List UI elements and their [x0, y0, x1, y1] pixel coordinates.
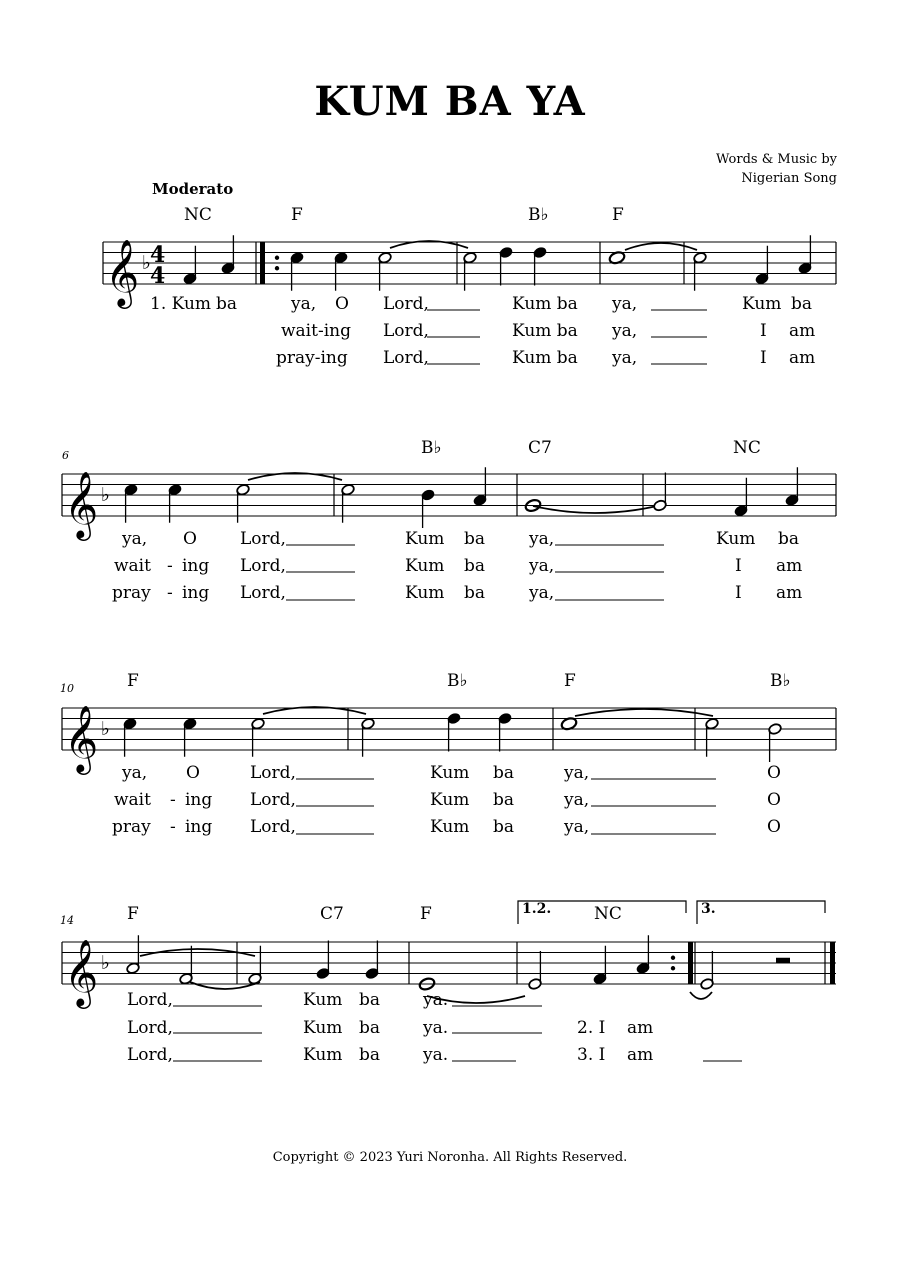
lyric: ya.	[423, 990, 449, 1010]
tie-slur	[190, 982, 260, 989]
volta-label: 1.2.	[522, 901, 552, 917]
lyric: ba	[464, 583, 486, 603]
lyric: Kum	[303, 1045, 343, 1065]
flat-key-signature: ♭	[101, 952, 110, 974]
thick-barline	[830, 942, 835, 984]
lyric: ya.	[423, 1018, 449, 1038]
lyric: ya,	[529, 583, 555, 603]
chord-symbol: F	[291, 205, 303, 225]
lyric: Lord,	[127, 1045, 173, 1065]
lyric: 3. I	[577, 1045, 606, 1065]
lyric: -	[167, 556, 173, 576]
lyric: Lord,	[127, 990, 173, 1010]
thick-barline	[688, 942, 693, 984]
chord-symbol: F	[127, 904, 139, 924]
chord-symbol: B♭	[421, 438, 442, 458]
tie-slur	[625, 243, 697, 250]
repeat-dot	[275, 256, 279, 260]
lyric: 1. Kum	[150, 294, 212, 314]
lyric: ya,	[612, 348, 638, 368]
lyric: Kum	[742, 294, 782, 314]
lyric: pray	[112, 817, 151, 837]
chord-symbol: NC	[594, 904, 622, 924]
lyric: ing	[185, 817, 213, 837]
treble-clef: 𝄞	[64, 470, 99, 538]
lyric: O	[183, 529, 197, 549]
chord-symbol: F	[420, 904, 432, 924]
lyric: ya,	[529, 556, 555, 576]
lyric: ba	[216, 294, 238, 314]
lyric: ya,	[122, 763, 148, 783]
flat-key-signature: ♭	[101, 484, 110, 506]
lyric: Kum	[430, 790, 470, 810]
lyric: -	[170, 817, 176, 837]
lyric: pray	[112, 583, 151, 603]
lyric: ba	[791, 294, 813, 314]
lyric: Kum ba	[512, 348, 578, 368]
flat-key-signature: ♭	[101, 718, 110, 740]
lyric: Kum ba	[512, 294, 578, 314]
lyric: Lord,	[240, 529, 286, 549]
lyric: 2. I	[577, 1018, 606, 1038]
measure-number: 10	[60, 682, 74, 695]
lyric: Lord,	[240, 556, 286, 576]
song-title: KUM BA YA	[314, 78, 586, 125]
lyric: O	[186, 763, 200, 783]
lyric: ba	[493, 790, 515, 810]
lyric: Lord,	[383, 294, 429, 314]
lyric: O	[335, 294, 349, 314]
lyric: am	[789, 348, 816, 368]
lyric: Lord,	[240, 583, 286, 603]
lyric: O	[767, 817, 781, 837]
chord-symbol: C7	[528, 438, 552, 458]
repeat-dot	[671, 956, 675, 960]
lyric: Lord,	[383, 321, 429, 341]
lyric: I	[735, 583, 742, 603]
lyric: ya,	[291, 294, 317, 314]
lyric: O	[767, 790, 781, 810]
lyric: Lord,	[250, 763, 296, 783]
lyric: am	[776, 583, 803, 603]
flat-key-signature: ♭	[142, 252, 151, 274]
lyric: ya,	[612, 321, 638, 341]
thick-barline	[260, 242, 265, 284]
lyric: Kum	[303, 990, 343, 1010]
lyric: ba	[493, 763, 515, 783]
repeat-dot	[275, 266, 279, 270]
chord-symbol: NC	[184, 205, 212, 225]
chord-symbol: F	[127, 671, 139, 691]
time-signature-top: 4	[150, 242, 166, 268]
lyric: pray-ing	[276, 348, 348, 368]
lyric: am	[627, 1045, 654, 1065]
lyric: ya,	[564, 817, 590, 837]
lyric: ing	[182, 583, 210, 603]
lyric: wait	[114, 790, 151, 810]
chord-symbol: F	[564, 671, 576, 691]
tempo-marking: Moderato	[152, 180, 234, 198]
lyric: Kum	[716, 529, 756, 549]
lyric: Kum	[430, 817, 470, 837]
lyric: Kum	[303, 1018, 343, 1038]
lyric: Kum	[405, 529, 445, 549]
treble-clef: 𝄞	[64, 704, 99, 772]
treble-clef: 𝄞	[64, 938, 99, 1006]
lyric: Lord,	[383, 348, 429, 368]
lyric: -	[167, 583, 173, 603]
lyric: ba	[778, 529, 800, 549]
lyric: Lord,	[250, 790, 296, 810]
volta-bracket	[697, 901, 825, 924]
time-signature-bottom: 4	[150, 263, 166, 289]
lyric: ya,	[612, 294, 638, 314]
measure-number: 6	[62, 449, 69, 462]
volta-label: 3.	[701, 901, 716, 917]
lyric: Kum	[430, 763, 470, 783]
lyric: ya,	[529, 529, 555, 549]
lyric: O	[767, 763, 781, 783]
lyric: am	[789, 321, 816, 341]
lyric: am	[776, 556, 803, 576]
lyric: ing	[182, 556, 210, 576]
lyric: Lord,	[127, 1018, 173, 1038]
treble-clef: 𝄞	[105, 238, 140, 306]
lyric: wait-ing	[281, 321, 351, 341]
lyric: ba	[359, 1018, 381, 1038]
lyric: ba	[464, 556, 486, 576]
lyric: I	[760, 321, 767, 341]
chord-symbol: NC	[733, 438, 761, 458]
lyric: I	[735, 556, 742, 576]
lyric: ya.	[423, 1045, 449, 1065]
lyric: am	[627, 1018, 654, 1038]
lyric: ba	[493, 817, 515, 837]
lyric: ing	[185, 790, 213, 810]
chord-symbol: F	[612, 205, 624, 225]
lyric: Lord,	[250, 817, 296, 837]
lyric: wait	[114, 556, 151, 576]
credit-line-1: Words & Music by	[716, 152, 837, 167]
chord-symbol: B♭	[528, 205, 549, 225]
chord-symbol: B♭	[770, 671, 791, 691]
tie-slur	[690, 992, 712, 999]
tie-slur	[575, 709, 713, 716]
lyric: ya,	[564, 790, 590, 810]
half-rest	[776, 958, 790, 963]
lyric: Kum	[405, 583, 445, 603]
lyric: ba	[359, 990, 381, 1010]
lyric: ba	[359, 1045, 381, 1065]
measure-number: 14	[60, 914, 74, 927]
chord-symbol: B♭	[447, 671, 468, 691]
lyric: ba	[464, 529, 486, 549]
lyric: ya,	[564, 763, 590, 783]
repeat-dot	[671, 966, 675, 970]
lyric: Kum ba	[512, 321, 578, 341]
tie-slur	[533, 506, 657, 513]
lyric: ya,	[122, 529, 148, 549]
lyric: -	[170, 790, 176, 810]
copyright-notice: Copyright © 2023 Yuri Noronha. All Rights Reserved.	[272, 1150, 628, 1165]
credit-line-2: Nigerian Song	[741, 171, 837, 186]
lyric: I	[760, 348, 767, 368]
chord-symbol: C7	[320, 904, 344, 924]
lyric: Kum	[405, 556, 445, 576]
